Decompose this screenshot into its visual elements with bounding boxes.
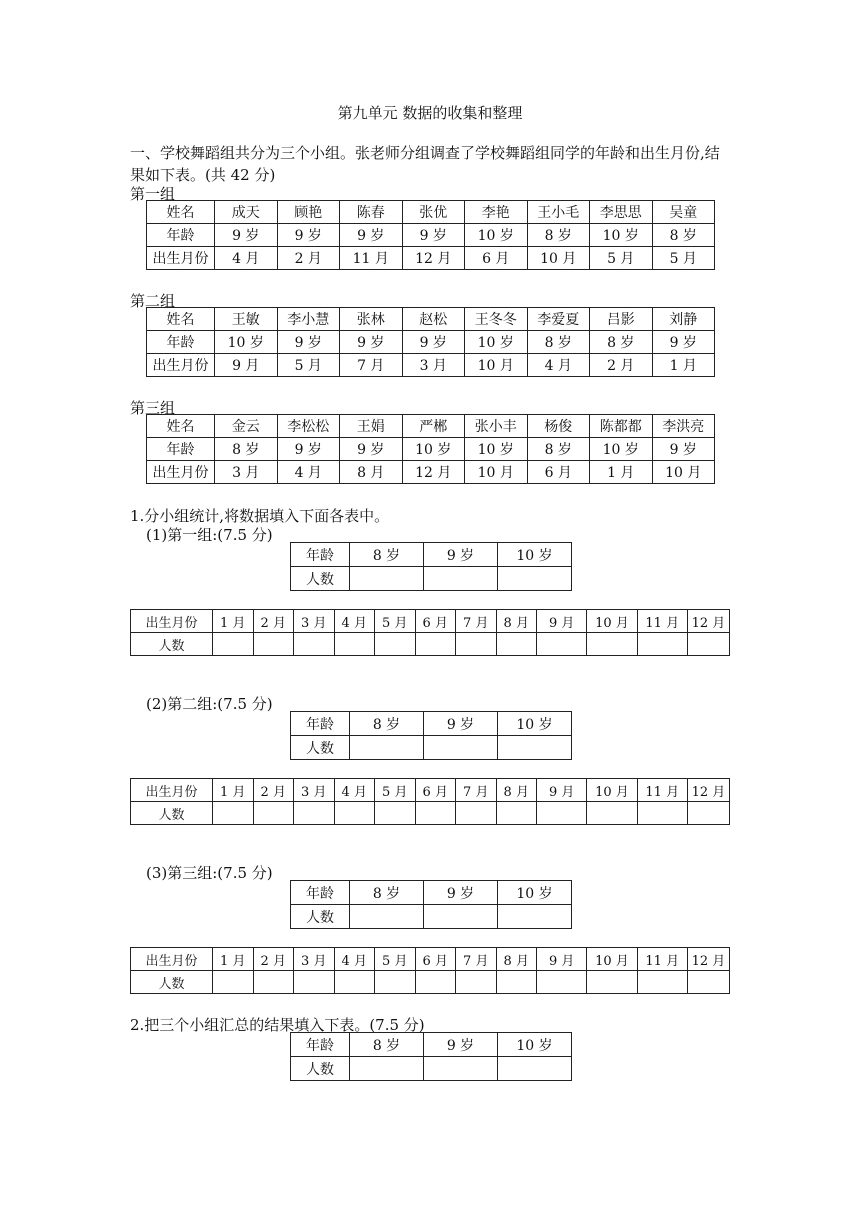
row-label: 年龄 — [291, 543, 350, 567]
blank-cell[interactable] — [213, 633, 254, 656]
student-month: 6 月 — [465, 247, 528, 270]
age-header: 8 岁 — [350, 712, 424, 736]
student-name: 金云 — [215, 415, 278, 438]
student-age: 10 岁 — [465, 224, 528, 247]
group-2-age-tally-table — [290, 711, 572, 760]
student-name: 吴童 — [652, 201, 715, 224]
roster-month-row — [147, 247, 715, 270]
month-header: 8 月 — [496, 610, 537, 633]
month-count-row — [131, 633, 730, 656]
student-month: 9 月 — [215, 354, 278, 377]
question-1-text: 1.分小组统计,将数据填入下面各表中。 — [130, 507, 390, 525]
student-month: 10 月 — [652, 461, 715, 484]
row-label: 出生月份 — [131, 610, 213, 633]
student-age: 9 岁 — [652, 438, 715, 461]
intro-line-1: 一、学校舞蹈组共分为三个小组。张老师分组调查了学校舞蹈组同学的年龄和出生月份,结 — [130, 144, 720, 162]
age-header: 9 岁 — [424, 543, 498, 567]
age-header-row — [291, 1033, 572, 1057]
student-age: 9 岁 — [402, 331, 465, 354]
blank-cell[interactable] — [350, 905, 424, 929]
month-header: 8 月 — [496, 779, 537, 802]
group-2-roster-table — [146, 307, 715, 377]
student-age: 9 岁 — [277, 438, 340, 461]
group-1-label: 第一组 — [130, 185, 176, 203]
blank-cell[interactable] — [637, 633, 687, 656]
blank-cell[interactable] — [424, 736, 498, 760]
month-header-row — [131, 779, 730, 802]
blank-cell[interactable] — [294, 802, 335, 825]
age-header: 9 岁 — [424, 712, 498, 736]
blank-cell[interactable] — [637, 971, 687, 994]
group-1-age-tally-table — [290, 542, 572, 591]
group-3-age-tally-table — [290, 880, 572, 929]
month-header: 4 月 — [334, 779, 375, 802]
blank-cell[interactable] — [456, 633, 497, 656]
roster-month-row — [147, 354, 715, 377]
student-age: 8 岁 — [527, 438, 590, 461]
student-month: 7 月 — [340, 354, 403, 377]
blank-cell[interactable] — [537, 633, 587, 656]
age-header-row — [291, 712, 572, 736]
blank-cell[interactable] — [415, 802, 456, 825]
month-header-row — [131, 948, 730, 971]
row-label: 出生月份 — [147, 247, 215, 270]
student-month: 10 月 — [465, 354, 528, 377]
blank-cell[interactable] — [334, 802, 375, 825]
student-name: 严郴 — [402, 415, 465, 438]
blank-cell[interactable] — [498, 567, 572, 591]
blank-cell[interactable] — [637, 802, 687, 825]
row-label: 姓名 — [147, 201, 215, 224]
student-month: 2 月 — [590, 354, 653, 377]
blank-cell[interactable] — [375, 633, 416, 656]
student-month: 3 月 — [402, 354, 465, 377]
blank-cell[interactable] — [537, 802, 587, 825]
month-header: 12 月 — [687, 610, 729, 633]
month-header: 6 月 — [415, 779, 456, 802]
row-label: 人数 — [131, 971, 213, 994]
student-name: 赵松 — [402, 308, 465, 331]
month-header: 3 月 — [294, 779, 335, 802]
row-label: 出生月份 — [147, 354, 215, 377]
row-label: 人数 — [291, 1057, 350, 1081]
group-1-month-tally-table — [130, 609, 730, 656]
month-header: 9 月 — [537, 610, 587, 633]
student-age: 10 岁 — [215, 331, 278, 354]
student-age: 10 岁 — [590, 224, 653, 247]
group-1-roster-table — [146, 200, 715, 270]
student-name: 李洪亮 — [652, 415, 715, 438]
age-count-row — [291, 736, 572, 760]
age-count-row — [291, 905, 572, 929]
roster-name-row — [147, 415, 715, 438]
student-age: 8 岁 — [527, 331, 590, 354]
student-age: 8 岁 — [215, 438, 278, 461]
blank-cell[interactable] — [253, 633, 294, 656]
month-header: 4 月 — [334, 610, 375, 633]
row-label: 姓名 — [147, 308, 215, 331]
blank-cell[interactable] — [498, 736, 572, 760]
student-name: 张优 — [402, 201, 465, 224]
student-month: 12 月 — [402, 461, 465, 484]
blank-cell[interactable] — [350, 567, 424, 591]
student-age: 9 岁 — [340, 331, 403, 354]
row-label: 年龄 — [147, 438, 215, 461]
student-name: 陈春 — [340, 201, 403, 224]
sub-question-2-label: (2)第二组:(7.5 分) — [146, 695, 273, 713]
roster-age-row — [147, 438, 715, 461]
month-header: 1 月 — [213, 610, 254, 633]
month-header: 6 月 — [415, 948, 456, 971]
student-age: 9 岁 — [277, 331, 340, 354]
student-month: 5 月 — [652, 247, 715, 270]
blank-cell[interactable] — [253, 971, 294, 994]
student-age: 9 岁 — [340, 438, 403, 461]
month-header: 2 月 — [253, 779, 294, 802]
student-month: 5 月 — [590, 247, 653, 270]
age-header-row — [291, 543, 572, 567]
student-age: 9 岁 — [340, 224, 403, 247]
age-header: 10 岁 — [498, 1033, 572, 1057]
month-header: 5 月 — [375, 948, 416, 971]
row-label: 年龄 — [291, 881, 350, 905]
student-month: 1 月 — [590, 461, 653, 484]
month-header: 5 月 — [375, 610, 416, 633]
student-age: 10 岁 — [590, 438, 653, 461]
blank-cell[interactable] — [456, 971, 497, 994]
blank-cell[interactable] — [496, 633, 537, 656]
student-age: 8 岁 — [652, 224, 715, 247]
student-name: 王娟 — [340, 415, 403, 438]
month-header: 6 月 — [415, 610, 456, 633]
age-header: 9 岁 — [424, 1033, 498, 1057]
blank-cell[interactable] — [350, 1057, 424, 1081]
blank-cell[interactable] — [587, 802, 637, 825]
row-label: 年龄 — [291, 712, 350, 736]
student-name: 李松松 — [277, 415, 340, 438]
age-count-row — [291, 567, 572, 591]
age-header: 10 岁 — [498, 543, 572, 567]
student-month: 4 月 — [527, 354, 590, 377]
month-header: 3 月 — [294, 948, 335, 971]
student-name: 成天 — [215, 201, 278, 224]
month-header: 1 月 — [213, 779, 254, 802]
student-month: 10 月 — [465, 461, 528, 484]
month-header: 8 月 — [496, 948, 537, 971]
month-header: 1 月 — [213, 948, 254, 971]
student-month: 5 月 — [277, 354, 340, 377]
row-label: 姓名 — [147, 415, 215, 438]
month-count-row — [131, 971, 730, 994]
student-age: 9 岁 — [215, 224, 278, 247]
student-name: 李小慧 — [277, 308, 340, 331]
student-month: 11 月 — [340, 247, 403, 270]
student-name: 李艳 — [465, 201, 528, 224]
student-name: 杨俊 — [527, 415, 590, 438]
row-label: 出生月份 — [131, 948, 213, 971]
student-name: 李爱夏 — [527, 308, 590, 331]
blank-cell[interactable] — [498, 905, 572, 929]
month-header: 10 月 — [587, 779, 637, 802]
blank-cell[interactable] — [687, 802, 729, 825]
student-name: 王小毛 — [527, 201, 590, 224]
row-label: 年龄 — [291, 1033, 350, 1057]
blank-cell[interactable] — [415, 633, 456, 656]
student-age: 9 岁 — [652, 331, 715, 354]
student-age: 10 岁 — [465, 331, 528, 354]
row-label: 人数 — [131, 633, 213, 656]
age-count-row — [291, 1057, 572, 1081]
student-age: 10 岁 — [465, 438, 528, 461]
age-header: 8 岁 — [350, 1033, 424, 1057]
student-name: 王敏 — [215, 308, 278, 331]
row-label: 出生月份 — [131, 779, 213, 802]
blank-cell[interactable] — [415, 971, 456, 994]
student-name: 刘静 — [652, 308, 715, 331]
month-header: 9 月 — [537, 948, 587, 971]
sub-question-3-label: (3)第三组:(7.5 分) — [146, 864, 273, 882]
page-title: 第九单元 数据的收集和整理 — [337, 104, 523, 122]
roster-month-row — [147, 461, 715, 484]
student-month: 4 月 — [277, 461, 340, 484]
row-label: 年龄 — [147, 331, 215, 354]
month-header: 3 月 — [294, 610, 335, 633]
roster-age-row — [147, 224, 715, 247]
age-header: 8 岁 — [350, 543, 424, 567]
month-header: 11 月 — [637, 948, 687, 971]
blank-cell[interactable] — [375, 802, 416, 825]
student-month: 4 月 — [215, 247, 278, 270]
roster-name-row — [147, 201, 715, 224]
month-header: 11 月 — [637, 779, 687, 802]
student-month: 10 月 — [527, 247, 590, 270]
month-header: 5 月 — [375, 779, 416, 802]
blank-cell[interactable] — [294, 971, 335, 994]
blank-cell[interactable] — [587, 633, 637, 656]
group-2-month-tally-table — [130, 778, 730, 825]
blank-cell[interactable] — [350, 736, 424, 760]
month-count-row — [131, 802, 730, 825]
student-age: 9 岁 — [277, 224, 340, 247]
student-month: 12 月 — [402, 247, 465, 270]
student-month: 6 月 — [527, 461, 590, 484]
student-month: 8 月 — [340, 461, 403, 484]
summary-age-tally-table — [290, 1032, 572, 1081]
student-age: 10 岁 — [402, 438, 465, 461]
roster-name-row — [147, 308, 715, 331]
row-label: 年龄 — [147, 224, 215, 247]
month-header: 10 月 — [587, 948, 637, 971]
month-header: 7 月 — [456, 610, 497, 633]
blank-cell[interactable] — [424, 905, 498, 929]
row-label: 人数 — [291, 736, 350, 760]
student-name: 顾艳 — [277, 201, 340, 224]
roster-age-row — [147, 331, 715, 354]
age-header: 10 岁 — [498, 712, 572, 736]
blank-cell[interactable] — [213, 971, 254, 994]
blank-cell[interactable] — [334, 633, 375, 656]
blank-cell[interactable] — [424, 567, 498, 591]
month-header: 12 月 — [687, 948, 729, 971]
blank-cell[interactable] — [537, 971, 587, 994]
month-header-row — [131, 610, 730, 633]
month-header: 9 月 — [537, 779, 587, 802]
month-header: 2 月 — [253, 610, 294, 633]
group-3-label: 第三组 — [130, 399, 176, 417]
month-header: 11 月 — [637, 610, 687, 633]
blank-cell[interactable] — [375, 971, 416, 994]
row-label: 人数 — [291, 567, 350, 591]
blank-cell[interactable] — [687, 971, 729, 994]
age-header: 10 岁 — [498, 881, 572, 905]
student-name: 李思思 — [590, 201, 653, 224]
sub-question-1-label: (1)第一组:(7.5 分) — [146, 526, 273, 544]
blank-cell[interactable] — [213, 802, 254, 825]
blank-cell[interactable] — [424, 1057, 498, 1081]
student-month: 1 月 — [652, 354, 715, 377]
blank-cell[interactable] — [456, 802, 497, 825]
blank-cell[interactable] — [334, 971, 375, 994]
student-age: 8 岁 — [590, 331, 653, 354]
group-3-month-tally-table — [130, 947, 730, 994]
row-label: 人数 — [291, 905, 350, 929]
month-header: 2 月 — [253, 948, 294, 971]
age-header: 9 岁 — [424, 881, 498, 905]
row-label: 人数 — [131, 802, 213, 825]
month-header: 10 月 — [587, 610, 637, 633]
blank-cell[interactable] — [253, 802, 294, 825]
question-2-text: 2.把三个小组汇总的结果填入下表。(7.5 分) — [130, 1016, 425, 1034]
blank-cell[interactable] — [587, 971, 637, 994]
age-header: 8 岁 — [350, 881, 424, 905]
blank-cell[interactable] — [496, 971, 537, 994]
month-header: 7 月 — [456, 779, 497, 802]
blank-cell[interactable] — [496, 802, 537, 825]
student-name: 王冬冬 — [465, 308, 528, 331]
month-header: 7 月 — [456, 948, 497, 971]
group-3-roster-table — [146, 414, 715, 484]
student-age: 9 岁 — [402, 224, 465, 247]
blank-cell[interactable] — [498, 1057, 572, 1081]
student-name: 陈都都 — [590, 415, 653, 438]
month-header: 4 月 — [334, 948, 375, 971]
blank-cell[interactable] — [294, 633, 335, 656]
blank-cell[interactable] — [687, 633, 729, 656]
group-2-label: 第二组 — [130, 292, 176, 310]
student-name: 张小丰 — [465, 415, 528, 438]
student-month: 3 月 — [215, 461, 278, 484]
age-header-row — [291, 881, 572, 905]
student-age: 8 岁 — [527, 224, 590, 247]
intro-line-2: 果如下表。(共 42 分) — [130, 166, 276, 184]
row-label: 出生月份 — [147, 461, 215, 484]
student-name: 吕影 — [590, 308, 653, 331]
student-month: 2 月 — [277, 247, 340, 270]
month-header: 12 月 — [687, 779, 729, 802]
student-name: 张林 — [340, 308, 403, 331]
